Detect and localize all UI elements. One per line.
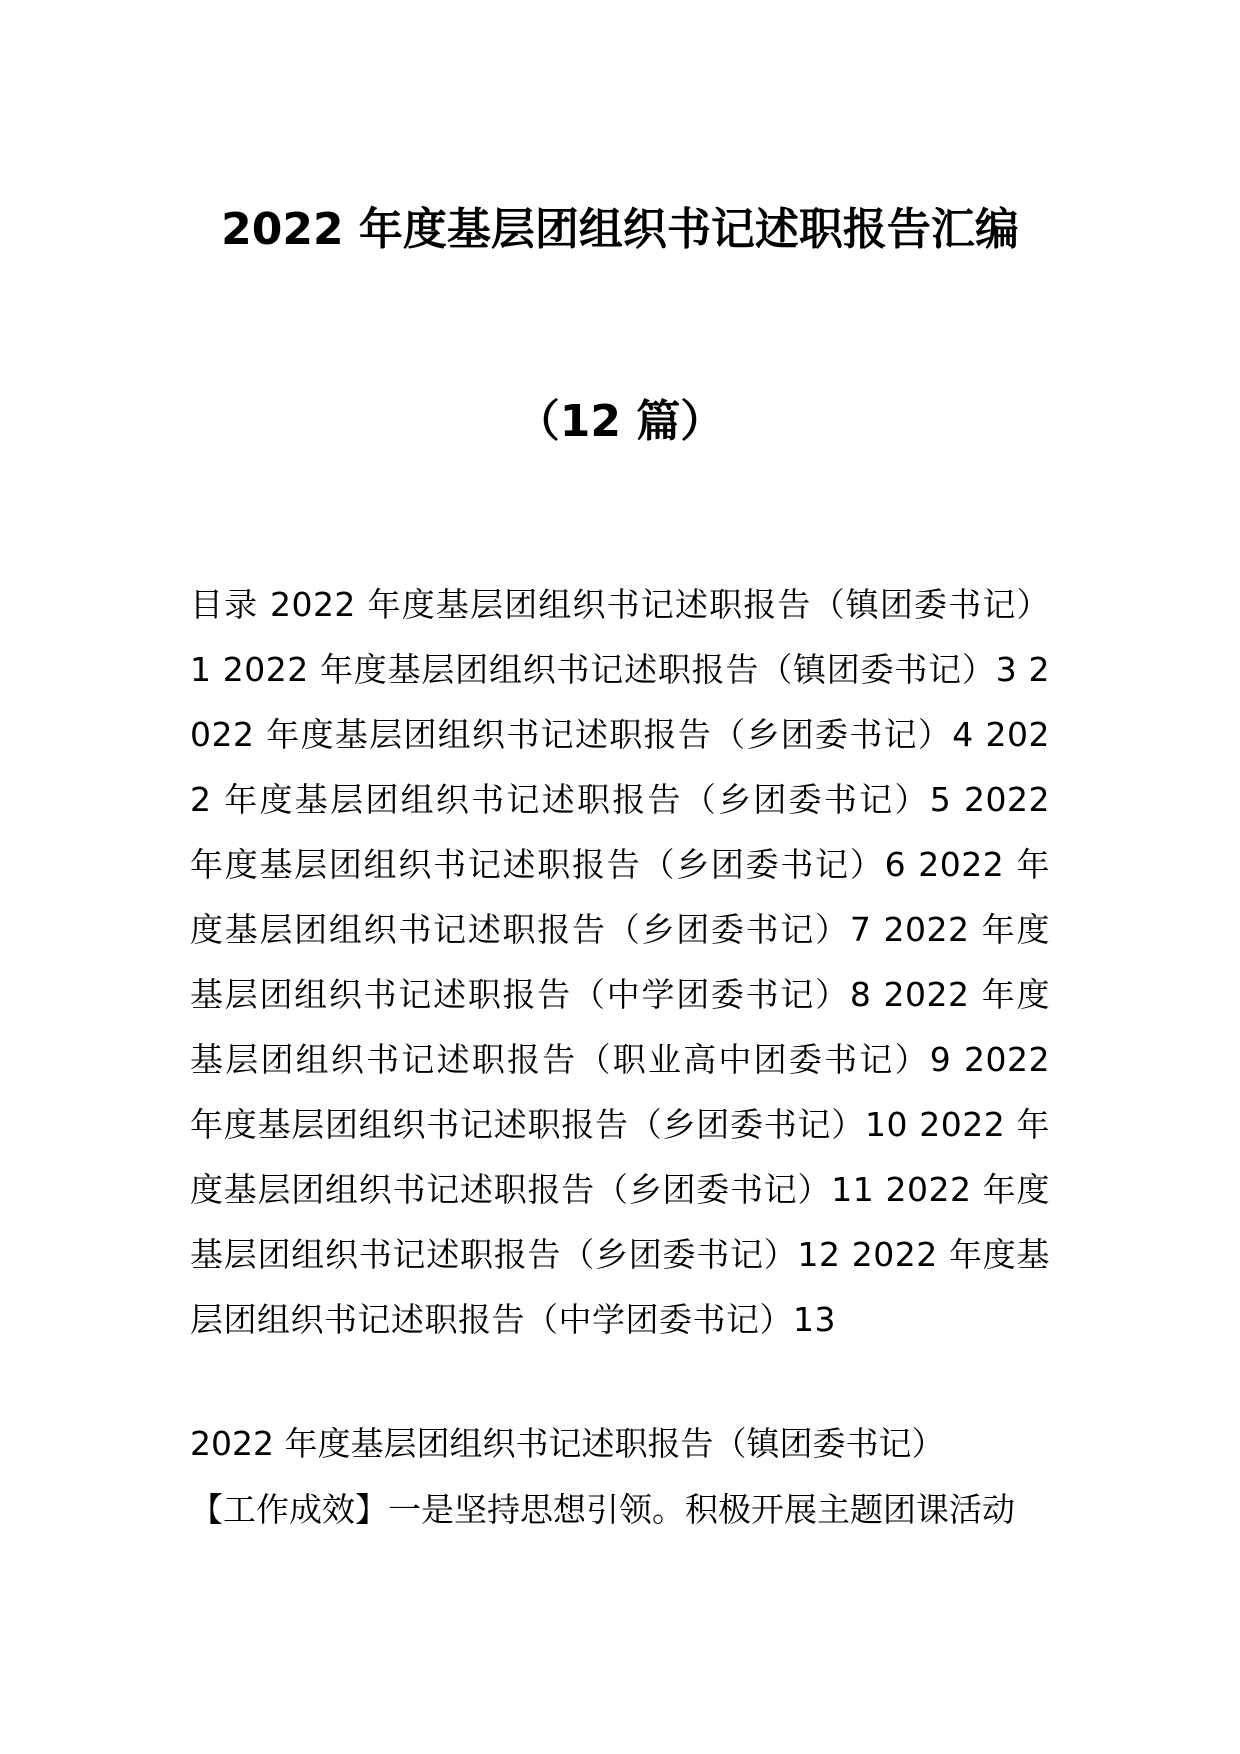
table-of-contents: 目录 2022 年度基层团组织书记述职报告（镇团委书记）1 2022 年度基层团组织书记述职报告（镇团委书记）3 2022 年度基层团组织书记述职报告（乡团委书记）4 2022 年度基层团组织书记述职报告（乡团委书记）5 2022 年度基层团组织书记述职报告（乡团委书记）6 2022 年度基层团组织书记述职报告（乡团委书记）7 2022 年度基层团组织书记述职报告（中学团委书记）8 2022 年度基层团组织书记述职报告（职业高中团委书记）9 2022 年度基层团组织书记述职报告（乡团委书记）10 2022 年度基层团组织书记述职报告（乡团委书记）11 2022 年度基层团组织书记述职报告（乡团委书记）12 2022 年度基层团组织书记述职报告（中学团委书记）13: [190, 585, 1051, 1339]
body-paragraph: 【工作成效】一是坚持思想引领。积极开展主题团课活动: [190, 1490, 1015, 1529]
document-subtitle: （12 篇）: [515, 396, 725, 447]
document-title: 2022 年度基层团组织书记述职报告汇编: [221, 204, 1019, 255]
section-heading: 2022 年度基层团组织书记述职报告（镇团委书记）: [190, 1424, 945, 1463]
